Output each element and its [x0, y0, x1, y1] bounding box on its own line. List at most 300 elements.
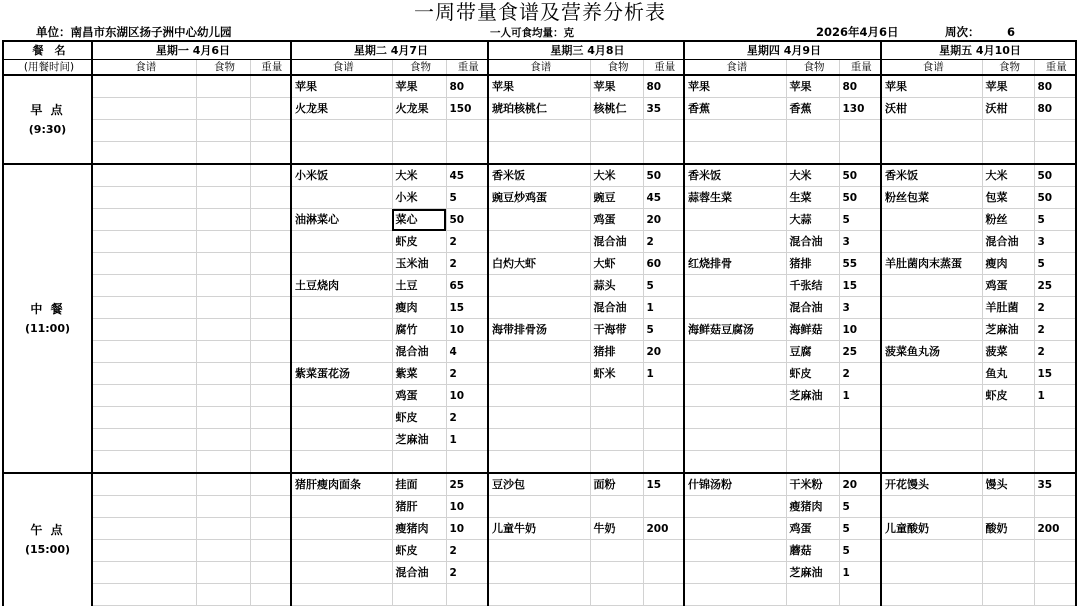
weight-cell[interactable]: 50 [839, 187, 881, 209]
food-cell[interactable] [590, 407, 643, 429]
food-cell[interactable]: 蒜头 [590, 275, 643, 297]
weight-cell[interactable] [250, 429, 291, 451]
food-cell[interactable]: 大蒜 [786, 209, 839, 231]
food-cell[interactable] [196, 75, 250, 98]
weight-cell[interactable]: 1 [839, 385, 881, 407]
recipe-cell[interactable] [488, 540, 590, 562]
recipe-cell[interactable] [291, 187, 392, 209]
recipe-cell[interactable]: 香米饭 [881, 164, 982, 187]
food-cell[interactable]: 沃柑 [982, 98, 1034, 120]
food-cell[interactable] [196, 540, 250, 562]
recipe-cell[interactable]: 油淋菜心 [291, 209, 392, 231]
weight-cell[interactable]: 3 [839, 231, 881, 253]
recipe-cell[interactable] [684, 540, 786, 562]
recipe-cell[interactable] [488, 120, 590, 142]
food-cell[interactable] [590, 540, 643, 562]
food-cell[interactable]: 面粉 [590, 473, 643, 496]
recipe-cell[interactable]: 火龙果 [291, 98, 392, 120]
food-cell[interactable] [196, 253, 250, 275]
food-cell[interactable]: 瘦猪肉 [392, 518, 446, 540]
recipe-cell[interactable] [488, 584, 590, 606]
weight-cell[interactable]: 35 [1034, 473, 1076, 496]
weight-cell[interactable] [643, 429, 684, 451]
weight-cell[interactable] [1034, 120, 1076, 142]
recipe-cell[interactable] [92, 341, 196, 363]
food-cell[interactable] [196, 187, 250, 209]
weight-cell[interactable] [839, 451, 881, 474]
weight-cell[interactable]: 10 [446, 385, 488, 407]
food-cell[interactable]: 芝麻油 [786, 562, 839, 584]
weight-cell[interactable] [250, 385, 291, 407]
food-cell[interactable]: 土豆 [392, 275, 446, 297]
weight-cell[interactable] [250, 562, 291, 584]
food-cell[interactable] [982, 429, 1034, 451]
weight-cell[interactable]: 3 [1034, 231, 1076, 253]
food-cell[interactable]: 鸡蛋 [590, 209, 643, 231]
recipe-cell[interactable]: 海带排骨汤 [488, 319, 590, 341]
food-cell[interactable]: 豆腐 [786, 341, 839, 363]
weight-cell[interactable] [250, 209, 291, 231]
weight-cell[interactable] [643, 451, 684, 474]
weight-cell[interactable]: 5 [839, 518, 881, 540]
recipe-cell[interactable]: 苹果 [488, 75, 590, 98]
food-cell[interactable] [982, 451, 1034, 474]
recipe-cell[interactable]: 沃柑 [881, 98, 982, 120]
recipe-cell[interactable] [881, 584, 982, 606]
recipe-cell[interactable]: 小米饭 [291, 164, 392, 187]
recipe-cell[interactable] [92, 518, 196, 540]
food-cell[interactable]: 火龙果 [392, 98, 446, 120]
food-cell[interactable] [982, 407, 1034, 429]
recipe-cell[interactable] [92, 562, 196, 584]
food-cell[interactable]: 苹果 [392, 75, 446, 98]
food-cell[interactable]: 大米 [982, 164, 1034, 187]
recipe-cell[interactable] [881, 385, 982, 407]
recipe-cell[interactable] [881, 429, 982, 451]
weight-cell[interactable]: 15 [1034, 363, 1076, 385]
weight-cell[interactable]: 5 [839, 209, 881, 231]
recipe-cell[interactable] [291, 120, 392, 142]
food-cell[interactable]: 瘦肉 [392, 297, 446, 319]
food-cell[interactable]: 瘦猪肉 [786, 496, 839, 518]
weight-cell[interactable]: 10 [446, 319, 488, 341]
recipe-cell[interactable]: 苹果 [881, 75, 982, 98]
weight-cell[interactable] [250, 98, 291, 120]
recipe-cell[interactable]: 菠菜鱼丸汤 [881, 341, 982, 363]
food-cell[interactable] [392, 584, 446, 606]
weight-cell[interactable] [446, 584, 488, 606]
food-cell[interactable] [590, 584, 643, 606]
weight-cell[interactable] [1034, 407, 1076, 429]
food-cell[interactable] [590, 429, 643, 451]
recipe-cell[interactable]: 儿童牛奶 [488, 518, 590, 540]
food-cell[interactable] [196, 385, 250, 407]
recipe-cell[interactable] [488, 407, 590, 429]
weight-cell[interactable]: 80 [446, 75, 488, 98]
food-cell[interactable] [196, 584, 250, 606]
food-cell[interactable] [982, 142, 1034, 165]
recipe-cell[interactable]: 海鲜菇豆腐汤 [684, 319, 786, 341]
food-cell[interactable] [590, 451, 643, 474]
weight-cell[interactable]: 2 [643, 231, 684, 253]
food-cell[interactable]: 虾皮 [786, 363, 839, 385]
recipe-cell[interactable] [488, 231, 590, 253]
recipe-cell[interactable] [92, 120, 196, 142]
recipe-cell[interactable] [291, 584, 392, 606]
recipe-cell[interactable] [488, 496, 590, 518]
recipe-cell[interactable] [291, 562, 392, 584]
weight-cell[interactable]: 5 [643, 275, 684, 297]
food-cell[interactable] [196, 120, 250, 142]
recipe-cell[interactable]: 琥珀核桃仁 [488, 98, 590, 120]
food-cell[interactable] [196, 164, 250, 187]
food-cell[interactable] [590, 562, 643, 584]
food-cell[interactable] [786, 407, 839, 429]
food-cell[interactable]: 混合油 [392, 341, 446, 363]
recipe-cell[interactable] [291, 496, 392, 518]
food-cell[interactable]: 鸡蛋 [786, 518, 839, 540]
food-cell[interactable] [982, 120, 1034, 142]
food-cell[interactable] [196, 319, 250, 341]
weight-cell[interactable] [250, 341, 291, 363]
weight-cell[interactable] [1034, 540, 1076, 562]
weight-cell[interactable]: 200 [643, 518, 684, 540]
recipe-cell[interactable] [684, 142, 786, 165]
recipe-cell[interactable] [291, 451, 392, 474]
weight-cell[interactable] [250, 187, 291, 209]
food-cell[interactable] [590, 496, 643, 518]
recipe-cell[interactable] [92, 275, 196, 297]
food-cell[interactable] [392, 142, 446, 165]
food-cell[interactable]: 馒头 [982, 473, 1034, 496]
food-cell[interactable] [196, 562, 250, 584]
weight-cell[interactable]: 50 [1034, 187, 1076, 209]
recipe-cell[interactable] [92, 540, 196, 562]
weight-cell[interactable] [250, 319, 291, 341]
weight-cell[interactable] [250, 473, 291, 496]
recipe-cell[interactable] [291, 407, 392, 429]
food-cell[interactable] [982, 496, 1034, 518]
recipe-cell[interactable] [684, 562, 786, 584]
recipe-cell[interactable]: 白灼大虾 [488, 253, 590, 275]
food-cell[interactable]: 大米 [786, 164, 839, 187]
weight-cell[interactable] [250, 363, 291, 385]
weight-cell[interactable] [250, 496, 291, 518]
weight-cell[interactable]: 150 [446, 98, 488, 120]
weight-cell[interactable]: 5 [643, 319, 684, 341]
recipe-cell[interactable] [291, 142, 392, 165]
food-cell[interactable]: 海鲜菇 [786, 319, 839, 341]
food-cell[interactable]: 猪排 [786, 253, 839, 275]
weight-cell[interactable] [446, 120, 488, 142]
weight-cell[interactable] [250, 142, 291, 165]
food-cell[interactable] [786, 451, 839, 474]
food-cell[interactable]: 芝麻油 [392, 429, 446, 451]
weight-cell[interactable]: 80 [643, 75, 684, 98]
weight-cell[interactable] [250, 120, 291, 142]
food-cell[interactable]: 虾皮 [982, 385, 1034, 407]
weight-cell[interactable] [1034, 562, 1076, 584]
weight-cell[interactable]: 2 [1034, 297, 1076, 319]
recipe-cell[interactable] [92, 584, 196, 606]
recipe-cell[interactable] [92, 407, 196, 429]
weight-cell[interactable]: 50 [1034, 164, 1076, 187]
recipe-cell[interactable] [92, 142, 196, 165]
weight-cell[interactable]: 1 [643, 297, 684, 319]
weight-cell[interactable]: 2 [446, 253, 488, 275]
recipe-cell[interactable] [881, 451, 982, 474]
food-cell[interactable] [196, 451, 250, 474]
recipe-cell[interactable] [881, 120, 982, 142]
weight-cell[interactable]: 10 [446, 518, 488, 540]
weight-cell[interactable]: 50 [446, 209, 488, 231]
weight-cell[interactable]: 20 [643, 341, 684, 363]
weight-cell[interactable] [250, 407, 291, 429]
weight-cell[interactable] [643, 385, 684, 407]
food-cell[interactable]: 苹果 [786, 75, 839, 98]
recipe-cell[interactable] [881, 407, 982, 429]
weight-cell[interactable]: 25 [446, 473, 488, 496]
food-cell[interactable] [196, 275, 250, 297]
recipe-cell[interactable]: 红烧排骨 [684, 253, 786, 275]
weight-cell[interactable]: 2 [446, 540, 488, 562]
recipe-cell[interactable] [291, 231, 392, 253]
recipe-cell[interactable] [92, 253, 196, 275]
food-cell[interactable]: 包菜 [982, 187, 1034, 209]
recipe-cell[interactable] [684, 584, 786, 606]
recipe-cell[interactable] [684, 297, 786, 319]
recipe-cell[interactable] [291, 341, 392, 363]
weight-cell[interactable] [839, 120, 881, 142]
recipe-cell[interactable]: 豆沙包 [488, 473, 590, 496]
food-cell[interactable] [982, 540, 1034, 562]
weight-cell[interactable]: 2 [1034, 341, 1076, 363]
recipe-cell[interactable] [92, 319, 196, 341]
weight-cell[interactable]: 5 [1034, 253, 1076, 275]
food-cell[interactable]: 瘦肉 [982, 253, 1034, 275]
recipe-cell[interactable]: 儿童酸奶 [881, 518, 982, 540]
recipe-cell[interactable] [881, 363, 982, 385]
food-cell[interactable]: 大米 [392, 164, 446, 187]
recipe-cell[interactable]: 什锦汤粉 [684, 473, 786, 496]
recipe-cell[interactable] [92, 75, 196, 98]
weight-cell[interactable] [643, 496, 684, 518]
weight-cell[interactable]: 35 [643, 98, 684, 120]
weight-cell[interactable]: 60 [643, 253, 684, 275]
food-cell[interactable]: 虾皮 [392, 407, 446, 429]
weight-cell[interactable] [446, 451, 488, 474]
food-cell[interactable] [196, 473, 250, 496]
weight-cell[interactable]: 4 [446, 341, 488, 363]
weight-cell[interactable]: 15 [446, 297, 488, 319]
weight-cell[interactable]: 25 [839, 341, 881, 363]
recipe-cell[interactable] [684, 451, 786, 474]
food-cell[interactable]: 紫菜 [392, 363, 446, 385]
food-cell[interactable]: 猪肝 [392, 496, 446, 518]
recipe-cell[interactable]: 羊肚菌肉末蒸蛋 [881, 253, 982, 275]
recipe-cell[interactable] [291, 297, 392, 319]
recipe-cell[interactable] [92, 164, 196, 187]
weight-cell[interactable]: 3 [839, 297, 881, 319]
weight-cell[interactable]: 15 [839, 275, 881, 297]
weight-cell[interactable] [1034, 584, 1076, 606]
recipe-cell[interactable] [92, 187, 196, 209]
weight-cell[interactable] [1034, 429, 1076, 451]
recipe-cell[interactable] [92, 496, 196, 518]
weight-cell[interactable] [250, 75, 291, 98]
weight-cell[interactable]: 45 [643, 187, 684, 209]
recipe-cell[interactable] [488, 363, 590, 385]
food-cell[interactable]: 牛奶 [590, 518, 643, 540]
weight-cell[interactable]: 5 [1034, 209, 1076, 231]
weight-cell[interactable]: 45 [446, 164, 488, 187]
weight-cell[interactable]: 50 [839, 164, 881, 187]
weight-cell[interactable] [839, 584, 881, 606]
weight-cell[interactable]: 5 [839, 496, 881, 518]
food-cell[interactable]: 粉丝 [982, 209, 1034, 231]
weight-cell[interactable]: 2 [839, 363, 881, 385]
food-cell[interactable]: 猪排 [590, 341, 643, 363]
food-cell[interactable] [196, 496, 250, 518]
recipe-cell[interactable] [92, 363, 196, 385]
recipe-cell[interactable] [488, 562, 590, 584]
weight-cell[interactable]: 2 [446, 363, 488, 385]
weight-cell[interactable]: 20 [839, 473, 881, 496]
food-cell[interactable]: 核桃仁 [590, 98, 643, 120]
recipe-cell[interactable] [684, 496, 786, 518]
recipe-cell[interactable]: 香蕉 [684, 98, 786, 120]
weight-cell[interactable]: 5 [446, 187, 488, 209]
recipe-cell[interactable] [881, 297, 982, 319]
recipe-cell[interactable] [881, 562, 982, 584]
food-cell[interactable] [196, 209, 250, 231]
food-cell[interactable]: 苹果 [590, 75, 643, 98]
weight-cell[interactable] [250, 451, 291, 474]
weight-cell[interactable] [250, 231, 291, 253]
weight-cell[interactable]: 80 [1034, 98, 1076, 120]
weight-cell[interactable]: 15 [643, 473, 684, 496]
recipe-cell[interactable] [291, 540, 392, 562]
recipe-cell[interactable] [684, 275, 786, 297]
weight-cell[interactable] [250, 297, 291, 319]
recipe-cell[interactable] [684, 341, 786, 363]
food-cell[interactable]: 豌豆 [590, 187, 643, 209]
recipe-cell[interactable] [92, 98, 196, 120]
recipe-cell[interactable] [92, 429, 196, 451]
weight-cell[interactable] [643, 120, 684, 142]
weight-cell[interactable] [643, 142, 684, 165]
recipe-cell[interactable]: 开花馒头 [881, 473, 982, 496]
food-cell[interactable]: 苹果 [982, 75, 1034, 98]
recipe-cell[interactable] [291, 385, 392, 407]
food-cell[interactable] [786, 120, 839, 142]
weight-cell[interactable] [1034, 142, 1076, 165]
food-cell[interactable] [196, 142, 250, 165]
weight-cell[interactable]: 10 [446, 496, 488, 518]
recipe-cell[interactable] [488, 275, 590, 297]
recipe-cell[interactable] [488, 297, 590, 319]
recipe-cell[interactable] [488, 429, 590, 451]
food-cell[interactable] [982, 562, 1034, 584]
food-cell[interactable]: 酸奶 [982, 518, 1034, 540]
weight-cell[interactable]: 2 [446, 231, 488, 253]
food-cell[interactable] [392, 451, 446, 474]
recipe-cell[interactable] [291, 518, 392, 540]
food-cell[interactable]: 虾米 [590, 363, 643, 385]
weight-cell[interactable] [250, 518, 291, 540]
recipe-cell[interactable] [291, 253, 392, 275]
weight-cell[interactable] [643, 540, 684, 562]
weight-cell[interactable] [839, 407, 881, 429]
food-cell[interactable] [196, 98, 250, 120]
recipe-cell[interactable] [684, 407, 786, 429]
food-cell[interactable]: 干海带 [590, 319, 643, 341]
weight-cell[interactable]: 65 [446, 275, 488, 297]
weight-cell[interactable]: 2 [1034, 319, 1076, 341]
food-cell[interactable]: 混合油 [982, 231, 1034, 253]
weight-cell[interactable] [250, 540, 291, 562]
recipe-cell[interactable] [881, 209, 982, 231]
recipe-cell[interactable]: 豌豆炒鸡蛋 [488, 187, 590, 209]
recipe-cell[interactable]: 猪肝瘦肉面条 [291, 473, 392, 496]
recipe-cell[interactable] [92, 209, 196, 231]
food-cell[interactable]: 玉米油 [392, 253, 446, 275]
recipe-cell[interactable] [488, 341, 590, 363]
recipe-cell[interactable] [488, 451, 590, 474]
food-cell[interactable] [196, 518, 250, 540]
weight-cell[interactable]: 55 [839, 253, 881, 275]
food-cell[interactable]: 千张结 [786, 275, 839, 297]
recipe-cell[interactable] [881, 275, 982, 297]
weight-cell[interactable]: 20 [643, 209, 684, 231]
food-cell[interactable]: 混合油 [392, 562, 446, 584]
food-cell[interactable]: 生菜 [786, 187, 839, 209]
recipe-cell[interactable] [92, 473, 196, 496]
weight-cell[interactable]: 80 [1034, 75, 1076, 98]
recipe-cell[interactable] [684, 429, 786, 451]
recipe-cell[interactable]: 蒜蓉生菜 [684, 187, 786, 209]
recipe-cell[interactable] [92, 451, 196, 474]
food-cell[interactable]: 小米 [392, 187, 446, 209]
recipe-cell[interactable] [881, 142, 982, 165]
recipe-cell[interactable]: 苹果 [684, 75, 786, 98]
selected-food-cell[interactable]: 菜心 [392, 209, 446, 231]
recipe-cell[interactable] [881, 496, 982, 518]
recipe-cell[interactable]: 香米饭 [488, 164, 590, 187]
weight-cell[interactable]: 1 [839, 562, 881, 584]
weight-cell[interactable] [446, 142, 488, 165]
food-cell[interactable] [786, 142, 839, 165]
weight-cell[interactable] [643, 407, 684, 429]
recipe-cell[interactable]: 苹果 [291, 75, 392, 98]
food-cell[interactable] [392, 120, 446, 142]
weight-cell[interactable]: 200 [1034, 518, 1076, 540]
weight-cell[interactable] [839, 429, 881, 451]
food-cell[interactable] [590, 120, 643, 142]
recipe-cell[interactable] [684, 209, 786, 231]
food-cell[interactable]: 芝麻油 [982, 319, 1034, 341]
weight-cell[interactable]: 50 [643, 164, 684, 187]
recipe-cell[interactable]: 土豆烧肉 [291, 275, 392, 297]
food-cell[interactable] [196, 297, 250, 319]
recipe-cell[interactable] [684, 518, 786, 540]
recipe-cell[interactable] [881, 319, 982, 341]
weight-cell[interactable]: 130 [839, 98, 881, 120]
food-cell[interactable]: 虾皮 [392, 540, 446, 562]
recipe-cell[interactable] [488, 142, 590, 165]
food-cell[interactable]: 香蕉 [786, 98, 839, 120]
weight-cell[interactable] [250, 253, 291, 275]
